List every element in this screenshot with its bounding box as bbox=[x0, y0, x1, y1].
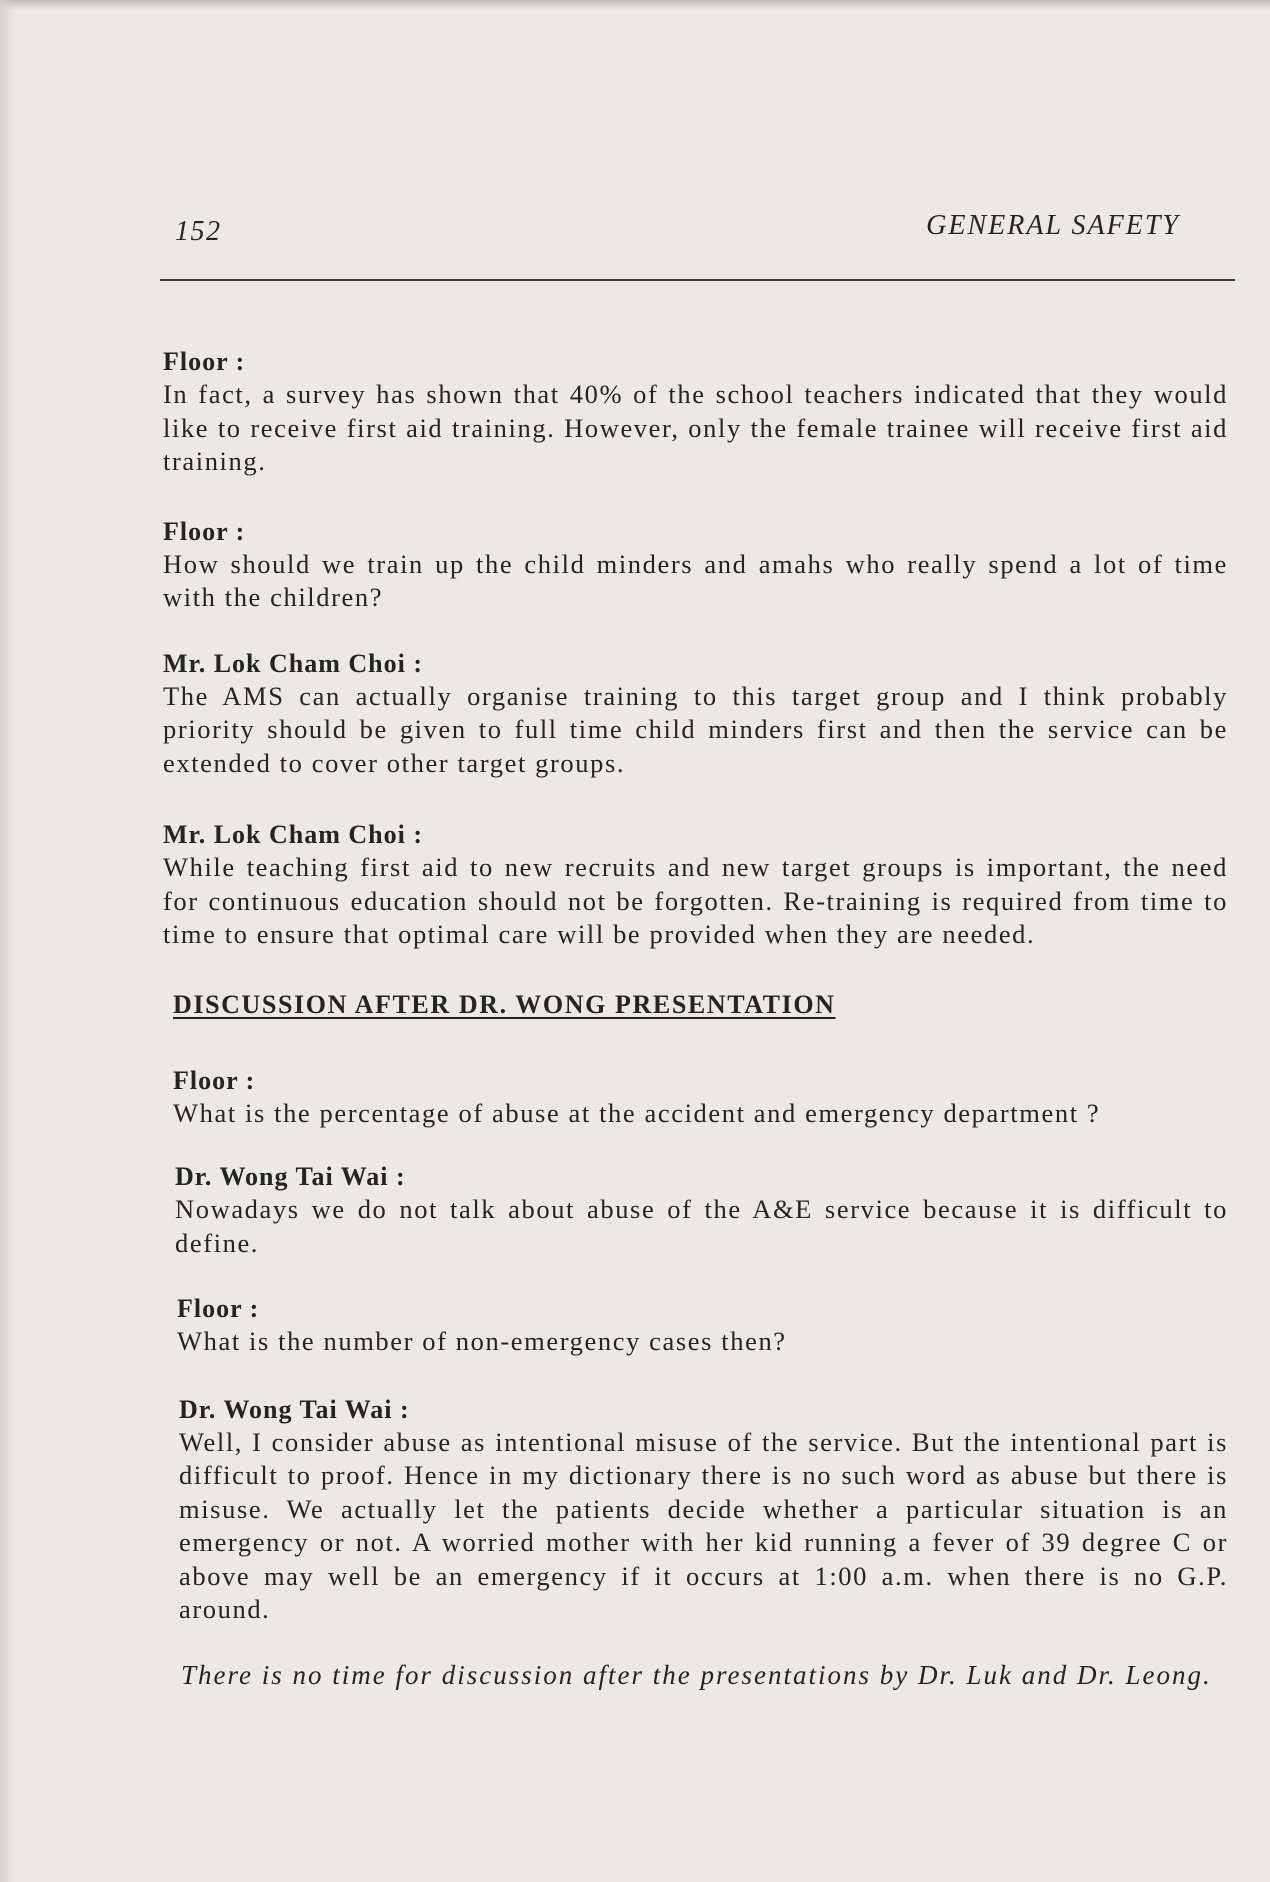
speaker-text: In fact, a survey has shown that 40% of the school teachers indicated that they would like to receive first aid training. However, only the female trainee will receive first aid training. bbox=[163, 379, 1228, 476]
speaker-label: Dr. Wong Tai Wai : bbox=[179, 1394, 410, 1424]
running-head: GENERAL SAFETY bbox=[926, 210, 1180, 241]
speaker-label: Floor : bbox=[177, 1294, 260, 1323]
page-header bbox=[170, 210, 1180, 250]
page-number: 152 bbox=[175, 216, 222, 247]
discussion-entry bbox=[177, 1292, 1228, 1359]
page-top-shadow bbox=[0, 0, 1270, 10]
header-rule bbox=[160, 279, 1235, 281]
speaker-label: Mr. Lok Cham Choi : bbox=[163, 648, 424, 678]
discussion-entry bbox=[179, 1393, 1228, 1627]
speaker-label: Floor : bbox=[173, 1065, 256, 1095]
page-content bbox=[163, 345, 1228, 1693]
speaker-label: Floor : bbox=[163, 347, 246, 376]
discussion-entry bbox=[175, 1160, 1228, 1260]
speaker-label: Dr. Wong Tai Wai : bbox=[175, 1162, 406, 1191]
speaker-text: What is the number of non-emergency cases then? bbox=[177, 1326, 787, 1356]
speaker-text: Well, I consider abuse as intentional misuse of the service. But the intentional part is difficult to proof. Hence in my dictionary there is no such word as abuse but there is misuse. We actually let the patients decide whether a particular situation is an emergency or not. A worried mother with her kid running a fever of 39 degree C or above may well be an emergency if it occurs at 1:00 a.m. when there is no G.P. around. bbox=[179, 1426, 1228, 1624]
speaker-text: What is the percentage of abuse at the accident and emergency department ? bbox=[173, 1097, 1101, 1128]
discussion-entry bbox=[163, 515, 1228, 615]
discussion-entry bbox=[163, 647, 1228, 781]
discussion-entry bbox=[163, 345, 1228, 479]
speaker-text: While teaching first aid to new recruits and new target groups is important, the need for continuous education should not be forgotten. Re-training is required from time to time to ensure that optimal care will be provided when they are needed. bbox=[163, 852, 1228, 949]
section-heading: DISCUSSION AFTER DR. WONG PRESENTATION bbox=[173, 989, 836, 1019]
closing-note: There is no time for discussion after the presentations by Dr. Luk and Dr. Leong. bbox=[181, 1659, 1212, 1690]
discussion-entry bbox=[173, 1064, 1228, 1131]
page-left-shadow bbox=[0, 0, 14, 1882]
speaker-text: Nowadays we do not talk about abuse of the A&E service because it is difficult to define. bbox=[175, 1194, 1228, 1258]
speaker-label: Floor : bbox=[163, 516, 246, 546]
speaker-text: How should we train up the child minders and amahs who really spend a lot of time with the children? bbox=[163, 548, 1228, 612]
discussion-entry bbox=[163, 818, 1228, 952]
speaker-label: Mr. Lok Cham Choi : bbox=[163, 820, 424, 849]
speaker-text: The AMS can actually organise training to this target group and I think probably priority should be given to full time child minders first and then the service can be extended to cover other target groups. bbox=[163, 680, 1228, 778]
